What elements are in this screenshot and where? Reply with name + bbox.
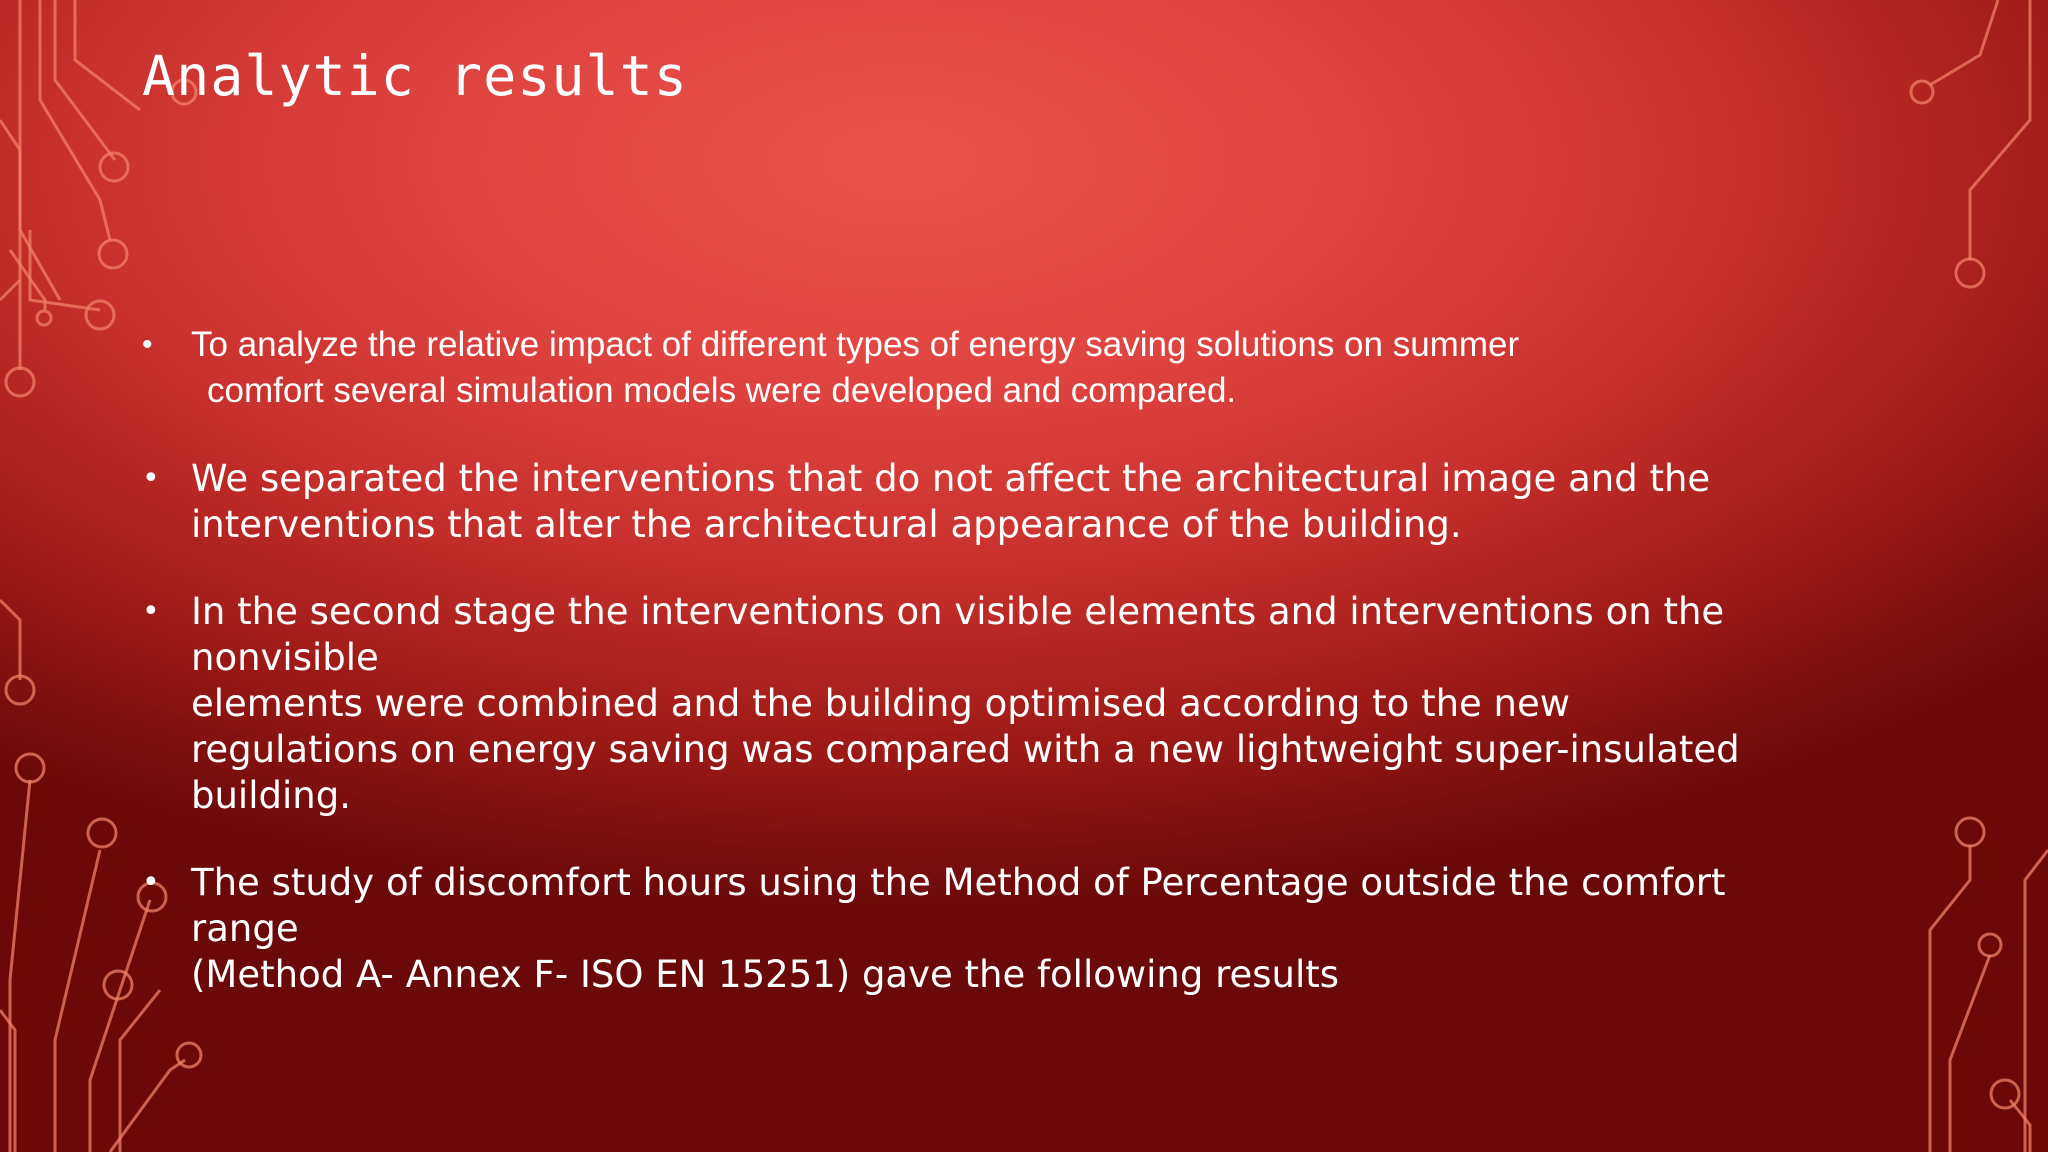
bullet-text-line: We separated the interventions that do not affect the architectural image and the — [191, 457, 1711, 500]
bullet-text-line: In the second stage the interventions on visible elements and interventions on the — [191, 590, 1725, 633]
bullet-text-line: nonvisible — [191, 636, 379, 679]
bullet-text-line: The study of discomfort hours using the Method of Percentage outside the comfort — [191, 861, 1726, 904]
bullet-dot-icon: • — [142, 865, 160, 900]
bullet-dot-icon: • — [142, 328, 153, 361]
bullet-text-line: range — [191, 907, 299, 950]
list-item — [138, 860, 1788, 998]
bullet-dot-icon: • — [142, 461, 160, 496]
list-item — [138, 589, 1788, 819]
bullet-text-line: (Method A- Annex F- ISO EN 15251) gave the following results — [191, 953, 1340, 996]
bullet-text-line: regulations on energy saving was compared with a new lightweight super-insulated — [191, 728, 1740, 771]
list-item — [138, 456, 1788, 548]
bullet-list — [138, 322, 1788, 1039]
bullet-text-line: interventions that alter the architectural appearance of the building. — [191, 503, 1462, 546]
bullet-text-line: To analyze the relative impact of different types of energy saving solutions on summer — [191, 325, 1520, 364]
bullet-dot-icon: • — [142, 594, 160, 629]
slide-title: Analytic results — [142, 44, 688, 108]
bullet-text-line: elements were combined and the building optimised according to the new — [191, 682, 1571, 725]
bullet-text-line: comfort several simulation models were developed and compared. — [207, 371, 1237, 410]
bullet-text-line: building. — [191, 774, 351, 817]
list-item — [138, 322, 1788, 414]
